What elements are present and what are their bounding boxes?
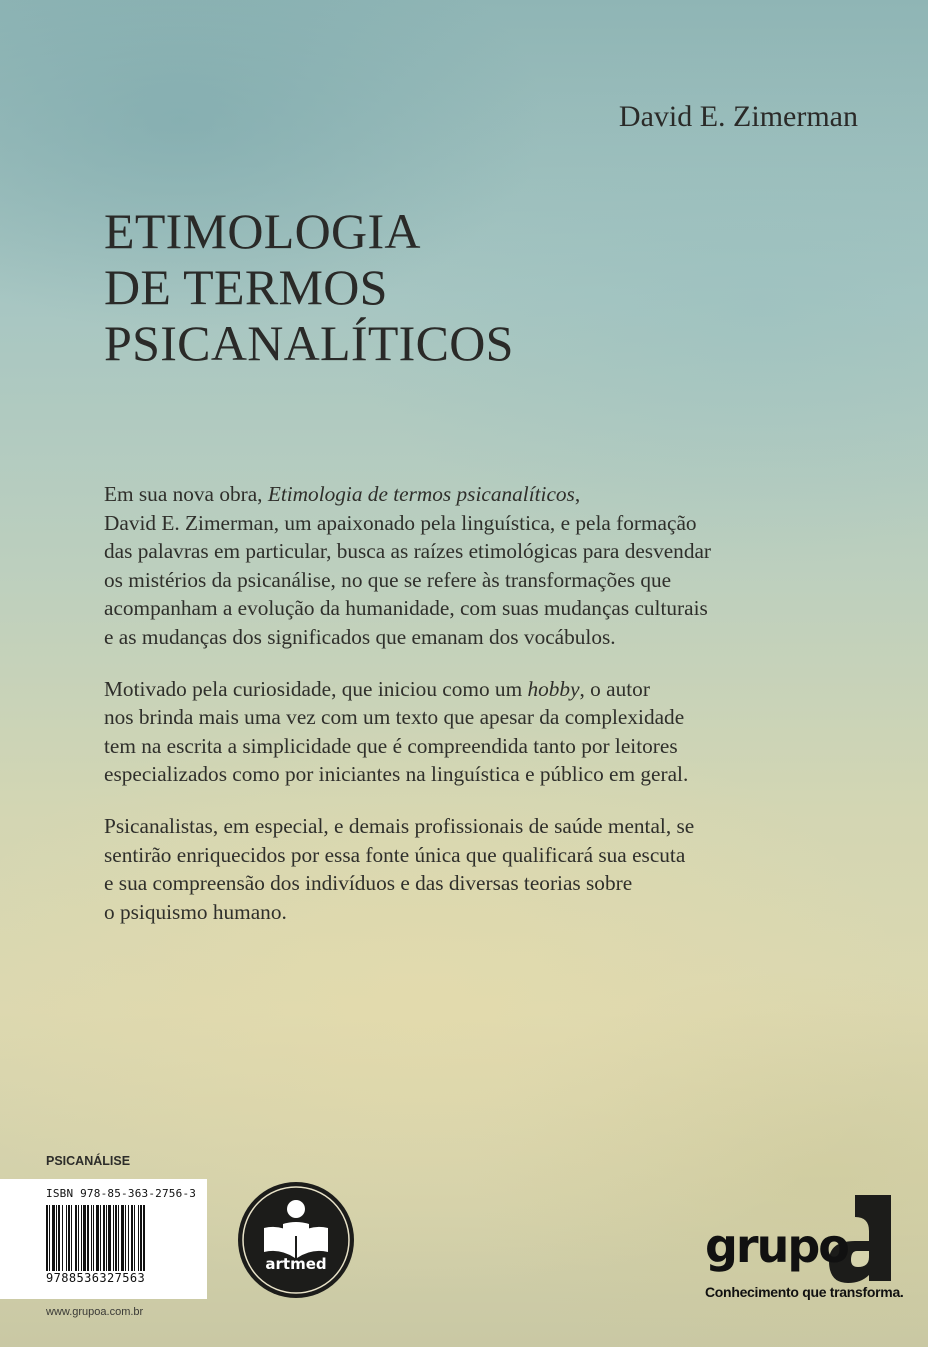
grupo-a-tagline: Conhecimento que transforma.	[705, 1284, 904, 1300]
synopsis-line: acompanham a evolução da humanidade, com suas mudanças culturais	[104, 596, 708, 621]
barcode-bar	[125, 1205, 126, 1271]
synopsis-line: o psiquismo humano.	[104, 899, 287, 924]
artmed-logo-text: artmed	[265, 1255, 327, 1273]
synopsis-line: Motivado pela curiosidade, que iniciou como um hobby, o autor	[104, 676, 650, 701]
category-label: PSICANÁLISE	[46, 1154, 131, 1168]
hobby-italic: hobby	[527, 676, 580, 701]
title-line-1: ETIMOLOGIA	[104, 203, 421, 259]
synopsis-line: os mistérios da psicanálise, no que se refere às transformações que	[104, 567, 672, 592]
barcode-bar	[49, 1205, 50, 1271]
synopsis-line: sentirão enriquecidos por essa fonte única que qualificará sua escuta	[104, 842, 686, 867]
isbn-text: ISBN 978-85-363-2756-3	[46, 1187, 197, 1200]
barcode-bar	[46, 1205, 48, 1271]
website-url: www.grupoa.com.br	[46, 1306, 144, 1318]
barcode-bar	[115, 1205, 117, 1271]
barcode-bar	[87, 1205, 89, 1271]
barcode-bar	[108, 1205, 111, 1271]
author-name: David E. Zimerman	[618, 100, 858, 133]
barcode-bar	[68, 1205, 70, 1271]
barcode-bar	[62, 1205, 63, 1271]
synopsis-line: e as mudanças dos significados que emanam dos vocábulos.	[104, 624, 616, 649]
book-title	[104, 203, 514, 371]
barcode-bar	[78, 1205, 79, 1271]
barcode-bar	[140, 1205, 142, 1271]
synopsis-line: tem na escrita a simplicidade que é compreendida tanto por leitores	[104, 733, 678, 758]
synopsis-paragraph-1	[104, 480, 844, 652]
synopsis-line: e sua compreensão dos indivíduos e das diversas teorias sobre	[104, 871, 633, 896]
barcode-bar	[134, 1205, 135, 1271]
barcode-bar	[66, 1205, 67, 1271]
grupo-a-wordmark: grupo	[705, 1219, 848, 1273]
barcode-bar	[81, 1205, 82, 1271]
barcode-bar	[83, 1205, 86, 1271]
synopsis-line: especializados como por iniciantes na linguística e público em geral.	[104, 762, 689, 787]
barcode-bar	[100, 1205, 101, 1271]
barcode-bar	[121, 1205, 124, 1271]
artmed-logo-icon	[236, 1180, 356, 1300]
barcode-bar	[91, 1205, 92, 1271]
barcode-bar	[96, 1205, 99, 1271]
barcode-bar	[131, 1205, 133, 1271]
synopsis-line: Em sua nova obra, Etimologia de termos psicanalíticos,	[104, 482, 581, 506]
barcode-bar	[75, 1205, 77, 1271]
book-synopsis	[104, 480, 844, 949]
synopsis-line: nos brinda mais uma vez com um texto que apesar da complexidade	[104, 705, 685, 730]
barcode-bar	[56, 1205, 57, 1271]
synopsis-line: das palavras em particular, busca as raízes etimológicas para desvendar	[104, 539, 712, 564]
barcode-bar	[58, 1205, 60, 1271]
barcode-number: 9788536327563	[46, 1271, 146, 1285]
title-line-3: PSICANALÍTICOS	[104, 315, 514, 371]
book-title-italic: Etimologia de termos psicanalíticos	[267, 482, 575, 506]
synopsis-paragraph-3	[104, 812, 844, 926]
barcode-bar	[52, 1205, 55, 1271]
barcode-bar	[113, 1205, 114, 1271]
barcode-bar	[138, 1205, 139, 1271]
barcode-bar	[128, 1205, 129, 1271]
barcode-bar	[118, 1205, 119, 1271]
barcode-bar	[93, 1205, 94, 1271]
barcode-bar	[71, 1205, 72, 1271]
barcode-bar	[103, 1205, 105, 1271]
synopsis-paragraph-2	[104, 675, 844, 789]
barcode-bar	[106, 1205, 107, 1271]
title-line-2: DE TERMOS	[104, 259, 388, 315]
synopsis-line: Psicanalistas, em especial, e demais profissionais de saúde mental, se	[104, 813, 695, 838]
barcode-icon	[46, 1205, 196, 1271]
barcode-bar	[143, 1205, 145, 1271]
synopsis-line: David E. Zimerman, um apaixonado pela linguística, e pela formação	[104, 510, 697, 535]
barcode-panel	[0, 1179, 207, 1299]
